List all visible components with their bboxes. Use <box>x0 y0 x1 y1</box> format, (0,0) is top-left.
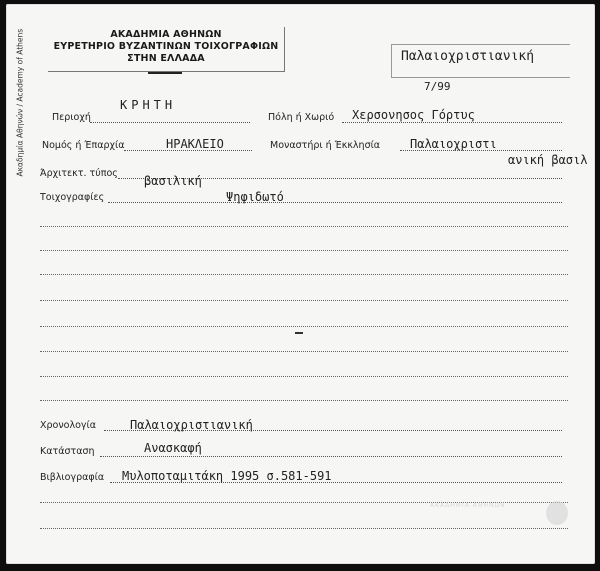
monastery-value-continued: ανική βασιλ <box>508 153 588 167</box>
town-line <box>342 122 562 123</box>
blank-line <box>40 300 568 301</box>
card-number: 7/99 <box>424 80 451 93</box>
bibliography-value: Μυλοποταμιτάκη 1995 σ.581-591 <box>122 469 332 483</box>
blank-line <box>40 400 568 401</box>
region-line <box>90 122 250 123</box>
monastery-label: Μοναστήρι ή Έκκλησία <box>270 140 381 151</box>
blank-line <box>40 250 568 251</box>
blank-line <box>40 274 568 275</box>
stamp-text: ΑΚΑΔΗΜΙΑ ΑΘΗΝΩΝ <box>430 502 506 509</box>
header-line-index: ΕΥΡΕΤΗΡΙΟ ΒΥΖΑΝΤΙΝΩΝ ΤΟΙΧΟΓΡΑΦΙΩΝ <box>53 41 279 52</box>
monastery-value: Παλαιοχριστι <box>410 137 497 151</box>
condition-line <box>100 456 562 457</box>
blank-line <box>40 226 568 227</box>
chronology-label: Χρονολογία <box>40 420 97 431</box>
header-line-academy: ΑΚΑΔΗΜΙΑ ΑΘΗΝΩΝ <box>110 29 222 40</box>
murals-label: Τοιχογραφίες <box>40 192 105 203</box>
prefecture-value: ΗΡΑΚΛΕΙΟ <box>166 137 224 151</box>
header-line-greece: ΣΤΗΝ ΕΛΛΑΔΑ <box>127 53 205 64</box>
architecture-label: Άρχιτεκτ. τύπος <box>40 168 118 179</box>
index-card <box>6 4 595 564</box>
academy-seal-icon <box>546 501 568 525</box>
architecture-value: βασιλική <box>144 174 202 188</box>
town-value: Χερσονησος Γόρτυς <box>352 108 475 122</box>
condition-label: Κατάσταση <box>40 446 95 457</box>
prefecture-label: Νομός ή Έπαρχία <box>42 140 125 151</box>
murals-value: Ψηφιδωτό <box>226 190 284 204</box>
bibliography-label: Βιβλιογραφία <box>40 472 105 483</box>
blank-line <box>40 351 568 352</box>
category-value: Παλαιοχριστιανική <box>401 49 535 64</box>
header-block <box>48 27 285 72</box>
condition-value: Ανασκαφή <box>144 441 202 455</box>
murals-line <box>108 202 562 203</box>
chronology-value: Παλαιοχριστιανική <box>130 418 253 432</box>
region-value: ΚΡΗΤΗ <box>120 98 177 112</box>
blank-line <box>40 326 568 327</box>
side-academy-text: Ακαδημία Αθηνών / Academy of Athens <box>15 28 25 177</box>
pen-mark <box>295 332 303 334</box>
blank-line <box>40 528 568 529</box>
region-label: Περιοχή <box>52 112 91 123</box>
town-label: Πόλη ή Χωριό <box>268 112 335 123</box>
blank-line <box>40 376 568 377</box>
header-underline <box>148 72 182 74</box>
